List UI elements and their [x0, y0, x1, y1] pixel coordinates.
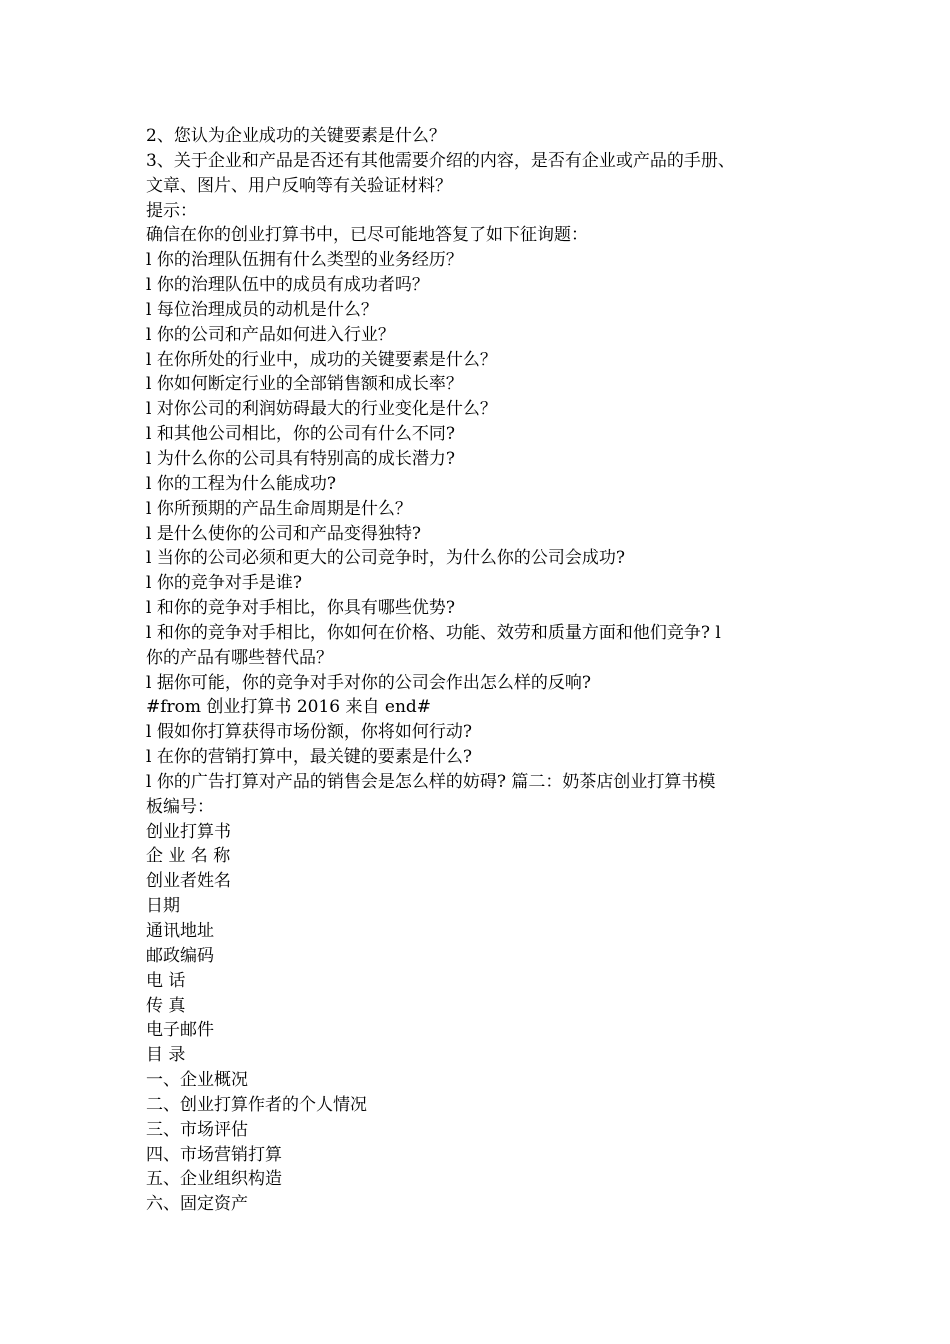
text-line: l 是什么使你的公司和产品变得独特?: [146, 523, 421, 544]
text-line: l 据你可能，你的竞争对手对你的公司会作出怎么样的反响?: [146, 672, 591, 693]
text-line: 三、市场评估: [146, 1119, 248, 1140]
text-line: 创业打算书: [146, 821, 231, 842]
text-line: 传 真: [146, 995, 186, 1016]
text-line: 目 录: [146, 1045, 186, 1066]
text-line: 五、企业组织构造: [146, 1169, 282, 1190]
text-line: l 在你的营销打算中，最关键的要素是什么?: [146, 747, 472, 768]
text-line: l 为什么你的公司具有特别高的成长潜力?: [146, 448, 455, 469]
text-line: l 每位治理成员的动机是什么？: [146, 299, 378, 320]
text-line: 四、市场营销打算: [146, 1144, 282, 1165]
text-line: 一、企业概况: [146, 1070, 248, 1091]
text-line: 确信在你的创业打算书中，已尽可能地答复了如下征询题：: [146, 225, 588, 246]
text-line: 创业者姓名: [146, 871, 231, 892]
text-line: 板编号：: [146, 796, 214, 817]
text-line: l 你的工程为什么能成功?: [146, 473, 336, 494]
text-line: l 你所预期的产品生命周期是什么？: [146, 498, 412, 519]
text-line: 你的产品有哪些替代品？: [146, 647, 333, 668]
text-line: 二、创业打算作者的个人情况: [146, 1094, 367, 1115]
text-line: l 你的竞争对手是谁?: [146, 573, 302, 594]
text-line: l 你如何断定行业的全部销售额和成长率？: [146, 374, 463, 395]
text-line: 日期: [146, 896, 180, 917]
text-line: l 和你的竞争对手相比，你如何在价格、功能、效劳和质量方面和他们竞争? l: [146, 622, 721, 643]
text-line: 通讯地址: [146, 921, 214, 941]
text-line: l 你的治理队伍拥有什么类型的业务经历？: [146, 250, 463, 271]
text-line: l 你的治理队伍中的成员有成功者吗？: [146, 275, 429, 296]
text-line: 2、您认为企业成功的关键要素是什么？: [146, 126, 446, 146]
text-line: l 在你所处的行业中，成功的关键要素是什么？: [146, 349, 497, 370]
text-line: l 你的公司和产品如何进入行业？: [146, 324, 395, 345]
text-line: 3、关于企业和产品是否还有其他需要介绍的内容，是否有企业或产品的手册、: [146, 150, 735, 171]
text-line: 提示：: [146, 200, 197, 221]
text-line: 电 话: [146, 970, 186, 991]
document-body: [146, 124, 806, 1217]
text-line: #from 创业打算书 2016 来自 end#: [146, 697, 432, 718]
text-line: l 假如你打算获得市场份额，你将如何行动?: [146, 722, 472, 743]
text-line: l 对你公司的利润妨碍最大的行业变化是什么？: [146, 399, 497, 420]
text-line: l 你的广告打算对产品的销售会是怎么样的妨碍? 篇二：奶茶店创业打算书模: [146, 771, 716, 792]
text-line: 电子邮件: [146, 1020, 214, 1041]
text-line: l 当你的公司必须和更大的公司竞争时，为什么你的公司会成功?: [146, 548, 625, 569]
text-line: l 和你的竞争对手相比，你具有哪些优势?: [146, 598, 455, 619]
text-line: 邮政编码: [146, 945, 214, 966]
text-line: 企 业 名 称: [146, 846, 231, 867]
text-line: 六、固定资产: [146, 1194, 248, 1215]
text-line: 文章、图片、用户反响等有关验证材料？: [146, 175, 452, 196]
text-line: l 和其他公司相比，你的公司有什么不同?: [146, 424, 455, 445]
